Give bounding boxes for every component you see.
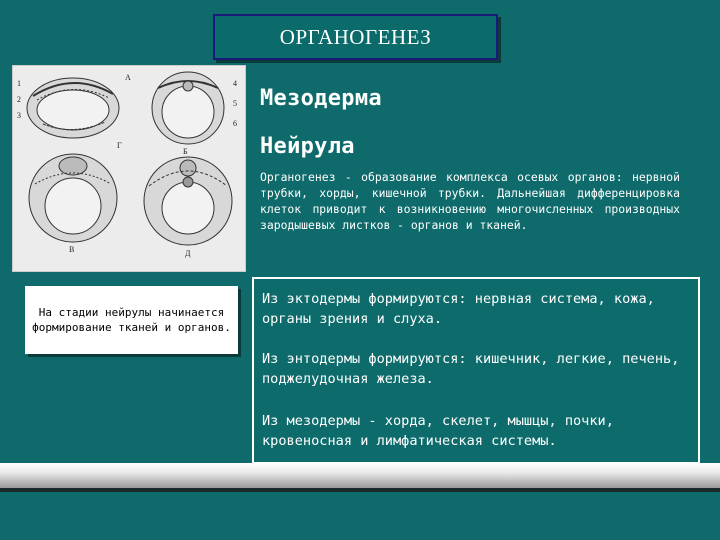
bottom-bar-shadow xyxy=(0,488,720,492)
organogenesis-paragraph: Органогенез - образование комплекса осевых органов: нервной трубки, хорды, кишечной трубки. Дальнейшая дифференцировка клеток приводит к возникновению многочисленных производных зародышевых листков - органов и тканей. xyxy=(260,170,680,232)
figure-label: 2 xyxy=(17,95,21,104)
caption-text: На стадии нейрулы начинается формирование тканей и органов. xyxy=(32,306,231,334)
diagram-panel-a xyxy=(27,78,119,138)
diagram-panel-b xyxy=(152,72,224,144)
heading-neurula: Нейрула xyxy=(260,134,355,159)
title-box xyxy=(213,14,498,60)
figure-label: Б xyxy=(183,147,188,156)
heading-mesoderm: Мезодерма xyxy=(260,86,382,111)
figure-label: Г xyxy=(117,141,122,150)
figure-label: 1 xyxy=(17,79,21,88)
fact-mesoderm: Из мезодермы - хорда, скелет, мышцы, почки, кровеносная и лимфатическая системы. xyxy=(262,413,614,449)
figure-label: 4 xyxy=(233,79,237,88)
fact-endoderm: Из энтодермы формируются: кишечник, легкие, печень, поджелудочная железа. xyxy=(262,351,680,387)
diagram-panel-v xyxy=(29,154,117,242)
bottom-decorative-bar xyxy=(0,463,720,488)
neurula-diagram xyxy=(13,66,245,271)
slide-title: ОРГАНОГЕНЕЗ xyxy=(279,24,432,49)
figure-label: 6 xyxy=(233,119,237,128)
figure-label: В xyxy=(69,245,75,254)
fact-ectoderm: Из эктодермы формируются: нервная система, кожа, органы зрения и слуха. xyxy=(262,291,655,327)
figure-label: А xyxy=(125,73,131,82)
figure-label: 3 xyxy=(17,111,21,120)
figure-label: 5 xyxy=(233,99,237,108)
caption-box xyxy=(25,286,238,354)
figure-label: Д xyxy=(185,249,191,258)
germ-layer-facts-box xyxy=(252,277,700,464)
neurula-diagram-figure xyxy=(12,65,246,272)
diagram-panel-d xyxy=(144,157,232,245)
